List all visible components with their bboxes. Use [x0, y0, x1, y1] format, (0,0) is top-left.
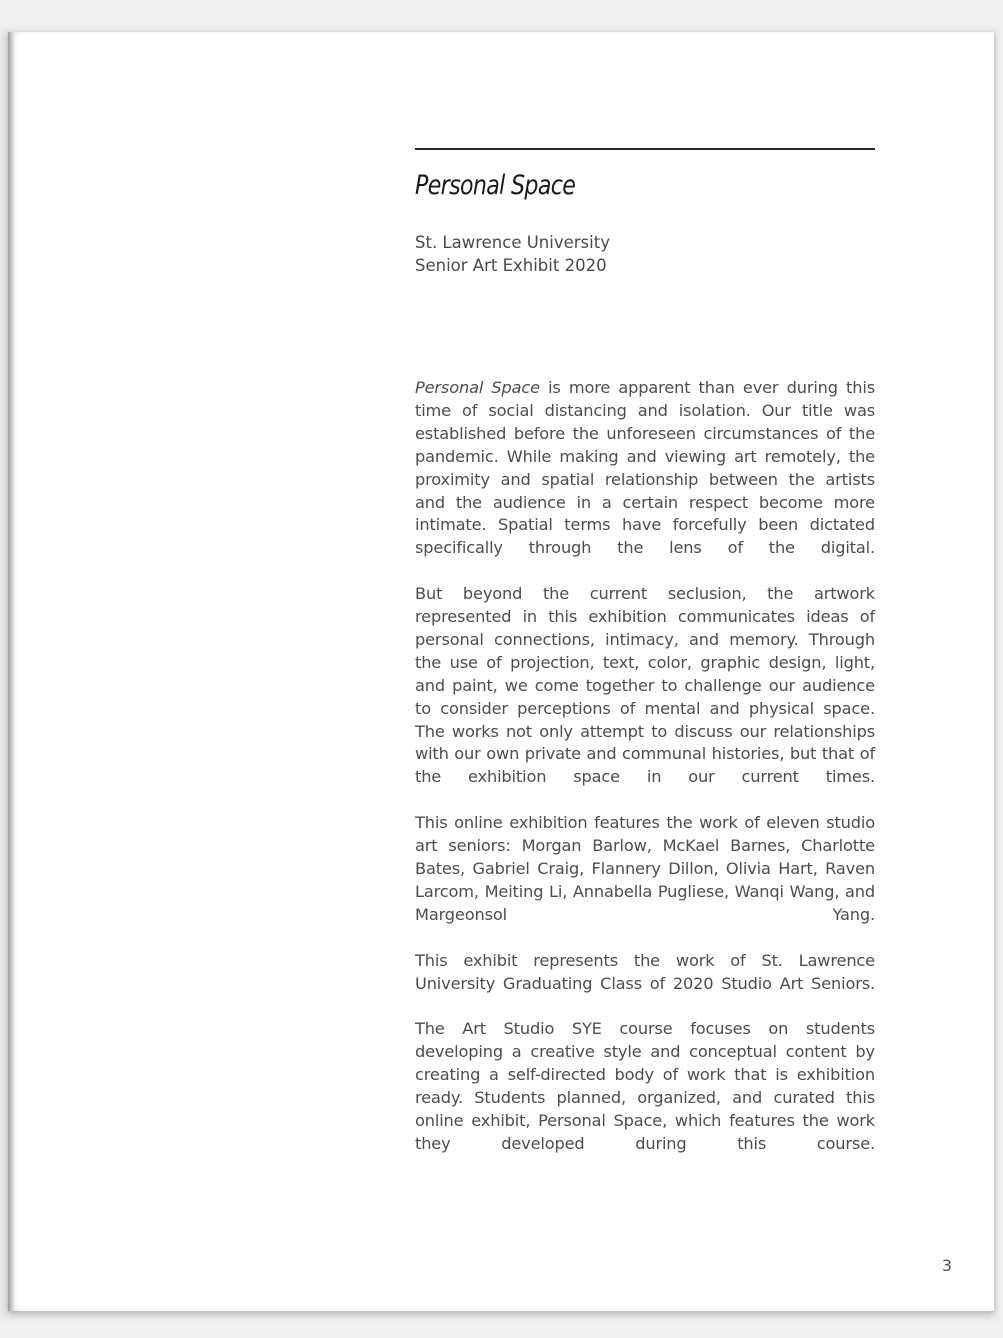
paragraph-intro-lead: Personal Space: [415, 378, 540, 397]
paragraph-course: The Art Studio SYE course focuses on students developing a creative style and conceptual content by creating a self-directed body of work that is exhibition ready. Students planned, organized, and curated this online exhibit, Personal Space, which features the work they developed during this course.: [415, 1019, 875, 1153]
paragraph-artists: This online exhibition features the work of eleven studio art seniors: Morgan Barlow, McKael Barnes, Charlotte Bates, Gabriel Craig, Flannery Dillon, Olivia Hart, Raven Larcom, Meiting Li, Annabella Pugliese, Wanqi Wang, and Margeonsol Yang.: [415, 813, 875, 924]
page-spine-edge: [8, 32, 14, 1311]
paragraph-beyond: But beyond the current seclusion, the artwork represented in this exhibition communicates ideas of personal connections, intimacy, and memory. Through the use of projection, text, color, graphic design, light, and paint, we come together to challenge our audience to consider perceptions of mental and physical space. The works not only attempt to discuss our relationships with our own private and communal histories, but that of the exhibition space in our current times.: [415, 584, 875, 787]
page-title: Personal Space: [415, 170, 576, 201]
subtitle-exhibit: Senior Art Exhibit 2020: [415, 256, 607, 275]
subtitle-block: [415, 231, 610, 277]
page-number: 3: [941, 1256, 952, 1275]
body-text: [415, 377, 875, 1179]
paragraph-intro-text: is more apparent than ever during this time of social distancing and isolation. Our title was established before the unforeseen circumstances of the pandemic. While making and viewing art remotely, the proximity and spatial relationship between the artists and the audience in a certain respect become more intimate. Spatial terms have forcefully been dictated specifically through the lens of the digital.: [415, 378, 875, 558]
paragraph-class: This exhibit represents the work of St. Lawrence University Graduating Class of 2020 Studio Art Seniors.: [415, 950, 875, 993]
subtitle-university: St. Lawrence University: [415, 233, 610, 252]
paragraph-intro: [415, 377, 875, 560]
title-rule: [415, 148, 875, 150]
document-page: [8, 32, 994, 1311]
